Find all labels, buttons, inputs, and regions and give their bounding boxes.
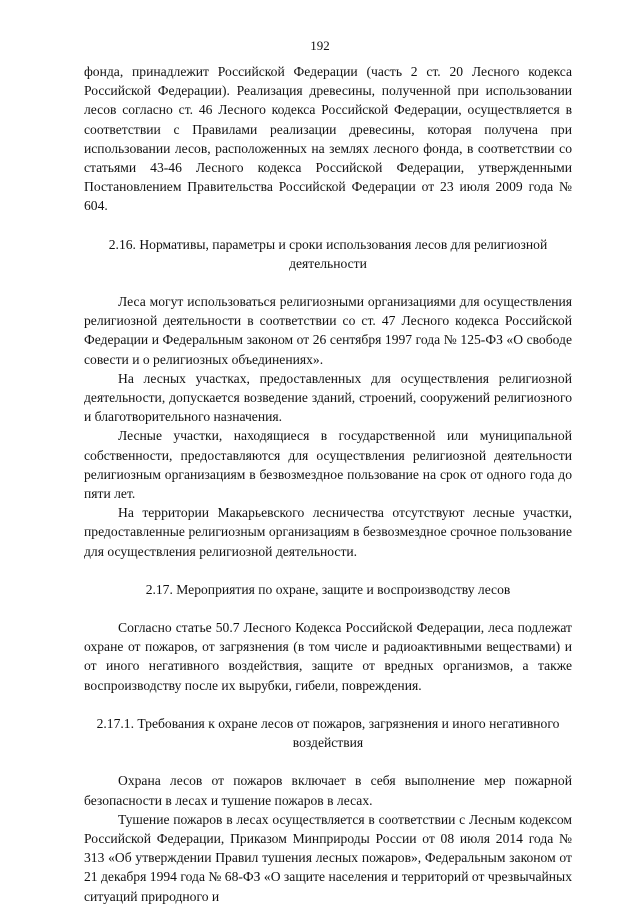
paragraph-fire-extinguishing: Тушение пожаров в лесах осуществляется в соответствии с Лесным кодексом Российской Федерации, Приказом Минприроды России от 08 июля 2014 года № 313 «Об утверждении Правил тушения лесных пожаров», Федеральным законом от 21 декабря 1994 года № 68-ФЗ «О защите населения и территорий от чрезвычайных ситуаций природного и — [84, 811, 572, 904]
spacer — [84, 599, 572, 618]
spacer — [84, 695, 572, 714]
paragraph-article-50-7: Согласно статье 50.7 Лесного Кодекса Российской Федерации, леса подлежат охране от пожаров, от загрязнения (в том числе и радиоактивными веществами) и от иного негативного воздействия, защите от вредных организмов, а также воспроизводству после их вырубки, гибели, повреждения. — [84, 620, 572, 693]
spacer — [84, 561, 572, 580]
page-content — [84, 62, 572, 906]
spacer — [84, 273, 572, 292]
paragraph-religious-buildings: На лесных участках, предоставленных для осуществления религиозной деятельности, допускается возведение зданий, строений, сооружений религиозного и благотворительного назначения. — [84, 370, 572, 425]
page-number: 192 — [310, 38, 330, 53]
paragraph-makaryevsky-no-plots: На территории Макарьевского лесничества отсутствуют лесные участки, предоставленные религиозным организациям в безвозмездное срочное пользование для осуществления религиозной деятельности. — [84, 505, 572, 559]
heading-2-17: 2.17. Мероприятия по охране, защите и воспроизводству лесов — [145, 581, 511, 597]
heading-2-16: 2.16. Нормативы, параметры и сроки использования лесов для религиозной деятельности — [108, 236, 548, 271]
paragraph-fire-protection: Охрана лесов от пожаров включает в себя выполнение мер пожарной безопасности в лесах и тушение пожаров в лесах. — [84, 773, 572, 808]
paragraph-religious-use: Леса могут использоваться религиозными организациями для осуществления религиозной деятельности в соответствии со ст. 47 Лесного кодекса Российской Федерации и Федеральным законом от 26 сентября 1997 года № 125-ФЗ «О свободе совести и о религиозных объединениях». — [84, 294, 572, 367]
spacer — [84, 752, 572, 771]
paragraph-forest-fund-timber-sale: фонда, принадлежит Российской Федерации (часть 2 ст. 20 Лесного кодекса Российской Федерации). Реализация древесины, полученной при использовании лесов согласно ст. 46 Лесного кодекса Российской Федерации, осуществляется в соответствии с Правилами реализации древесины, которая получена при использовании лесов, расположенных на землях лесного фонда, в соответствии со статьями 43-46 Лесного кодекса Российской Федерации, утвержденными Постановлением Правительства Российской Федерации от 23 июля 2009 года № 604. — [84, 64, 572, 214]
spacer — [84, 216, 572, 235]
heading-2-17-1: 2.17.1. Требования к охране лесов от пожаров, загрязнения и иного негативного воздействия — [96, 715, 560, 751]
paragraph-free-use-term: Лесные участки, находящиеся в государственной или муниципальной собственности, предоставляются для осуществления религиозной деятельности религиозным организациям в безвозмездное пользование на срок от одного года до пяти лет. — [84, 428, 572, 502]
